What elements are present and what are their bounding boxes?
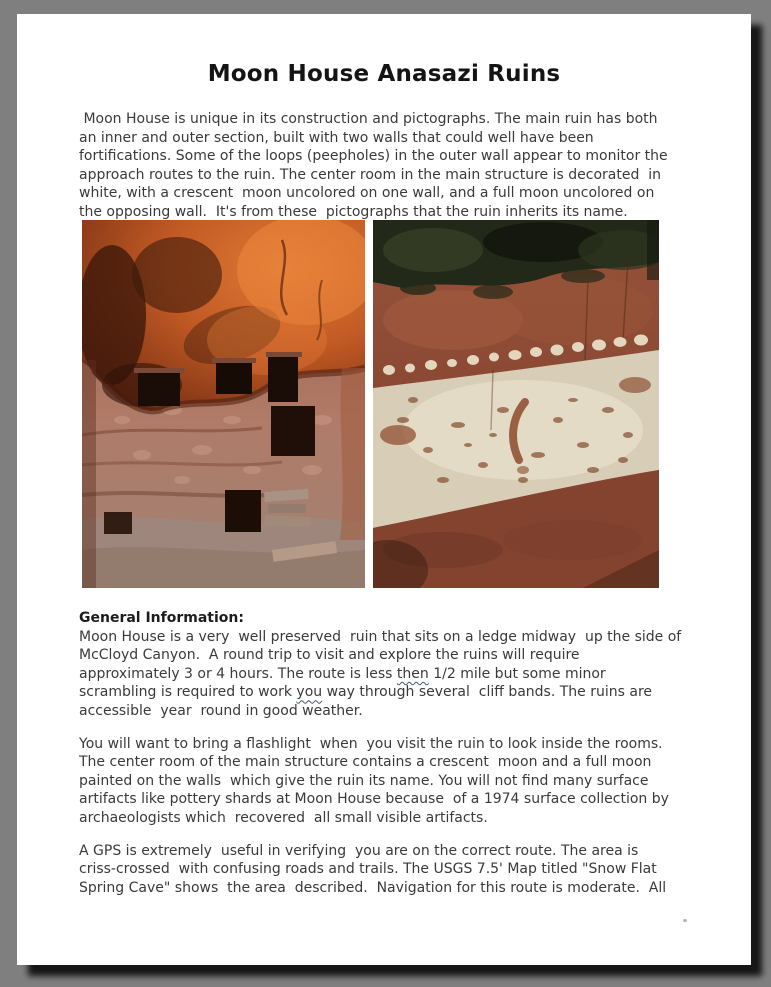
ruins-photo [82,220,365,588]
general-information-heading: General Information: [79,610,244,626]
pictograph-photo [373,220,659,588]
stray-mark [683,919,687,922]
general-paragraph-3: A GPS is extremely useful in verifying you are on the correct route. The area is criss-crossed with confusing roads and trails. The USGS 7.5' Map titled "Snow Flat Spring Cave" shows the area described. Navigation for this route is moderate. All [79,842,667,896]
general-paragraph-2: You will want to bring a flashlight when you visit the ruin to look inside the rooms. The center room of the main structure contains a crescent moon and a full moon painted on the walls which give the ruin its name. You will not find many surface artifacts like pottery shards at Moon House because of a 1974 surface collection by archaeologists which recovered all small visible artifacts. [79,735,669,826]
general-information-section [79,609,681,911]
pictograph-wall-illustration [373,220,659,588]
document-title: Moon House Anasazi Ruins [207,61,561,87]
photo-row [82,220,659,588]
general-paragraph-1: Moon House is a very well preserved ruin that sits on a ledge midway up the side of McCloyd Canyon. A round trip to visit and explore the ruins will require approximately 3 or 4 hours. The route is less then 1/2 mile but some minor scrambling is required to work you way through several cliff bands. The ruins are accessible year round in good weather. [79,628,682,719]
intro-paragraph: Moon House is unique in its construction and pictographs. The main ruin has both an inner and outer section, built with two walls that could well have been fortifications. Some of the loops (peepholes) in the outer wall appear to monitor the approach routes to the ruin. The center room in the main structure is decorated in white, with a crescent moon uncolored on one wall, and a full moon uncolored on the opposing wall. It's from these pictographs that the ruin inherits its name. [79,111,668,220]
cliff-dwelling-illustration [82,220,365,588]
document-page [17,14,751,965]
